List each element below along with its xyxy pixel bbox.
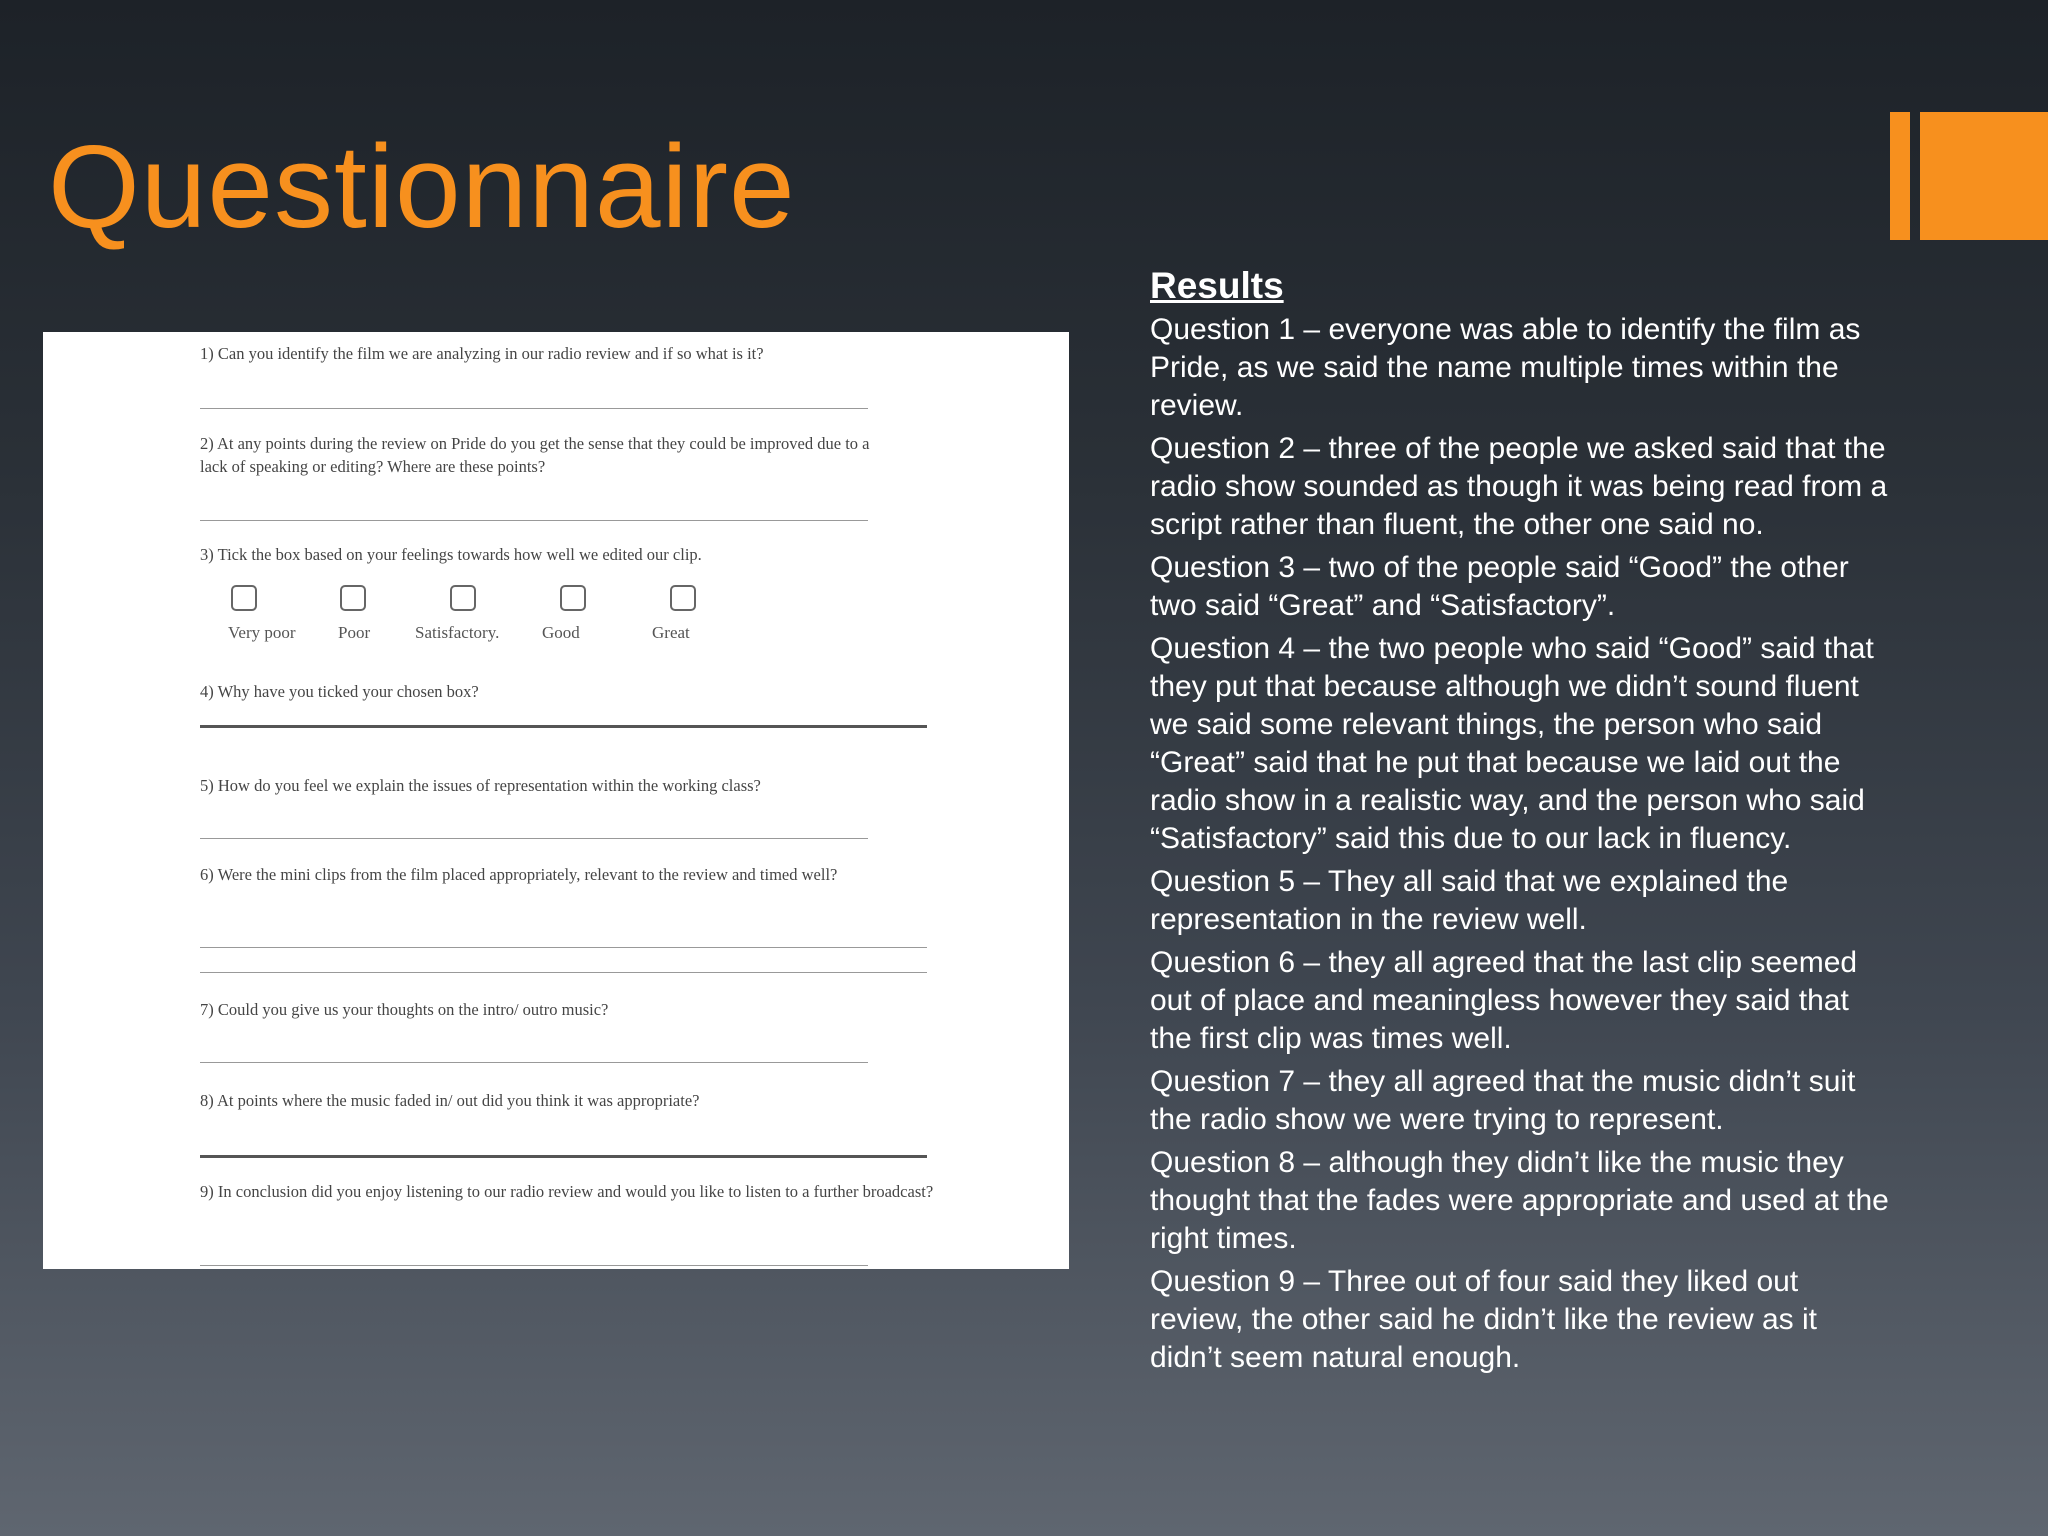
answer-line xyxy=(200,947,927,948)
result-question-3: Question 3 – two of the people said “Good” the other two said “Great” and “Satisfactory”. xyxy=(1150,550,1849,622)
answer-line xyxy=(200,408,868,409)
question-6: 6) Were the mini clips from the film placed appropriately, relevant to the review and timed well? xyxy=(200,865,838,884)
question-7: 7) Could you give us your thoughts on the intro/ outro music? xyxy=(200,1000,609,1019)
question-3: 3) Tick the box based on your feelings towards how well we edited our clip. xyxy=(200,545,702,564)
checkbox-good xyxy=(560,585,586,611)
accent-bar-thick xyxy=(1920,112,2048,240)
answer-line xyxy=(200,520,868,521)
question-9: 9) In conclusion did you enjoy listening to our radio review and would you like to listen to a further broadcast? xyxy=(200,1182,934,1201)
result-question-4: Question 4 – the two people who said “Good” said that they put that because although we didn’t sound fluent we said some relevant things, the person who said “Great” said that he put that because we laid out the radio show in a realistic way, and the person who said “Satisfactory” said this due to our lack in fluency. xyxy=(1150,631,1874,855)
slide-title: Questionnaire xyxy=(48,121,796,253)
answer-line xyxy=(200,1062,868,1063)
result-question-2: Question 2 – three of the people we asked said that the radio show sounded as though it was being read from a script rather than fluent, the other one said no. xyxy=(1150,431,1888,541)
accent-bar-thin xyxy=(1890,112,1910,240)
checkbox-poor xyxy=(340,585,366,611)
checkbox-great xyxy=(670,585,696,611)
option-label-poor: Poor xyxy=(338,623,371,642)
question-5: 5) How do you feel we explain the issues of representation within the working class? xyxy=(200,776,761,795)
result-question-7: Question 7 – they all agreed that the music didn’t suit the radio show we were trying to represent. xyxy=(1150,1064,1856,1136)
results-heading: Results xyxy=(1150,265,1284,306)
answer-line xyxy=(200,1155,927,1158)
option-label-satisfactory: Satisfactory. xyxy=(415,623,500,642)
answer-line xyxy=(200,838,868,839)
option-label-very-poor: Very poor xyxy=(228,623,296,642)
question-2: 2) At any points during the review on Pride do you get the sense that they could be improved due to a lack of speaking or editing? Where are these points? xyxy=(200,434,870,476)
checkbox-satisfactory xyxy=(450,585,476,611)
result-question-9: Question 9 – Three out of four said they liked out review, the other said he didn’t like the review as it didn’t seem natural enough. xyxy=(1150,1264,1818,1374)
results-panel xyxy=(1150,266,1890,1382)
answer-line xyxy=(200,972,927,973)
option-label-great: Great xyxy=(652,623,690,642)
question-8: 8) At points where the music faded in/ out did you think it was appropriate? xyxy=(200,1091,700,1110)
result-question-1: Question 1 – everyone was able to identify the film as Pride, as we said the name multiple times within the review. xyxy=(1150,312,1861,422)
answer-line xyxy=(200,1265,868,1266)
option-label-good: Good xyxy=(542,623,580,642)
answer-line xyxy=(200,725,927,728)
question-4: 4) Why have you ticked your chosen box? xyxy=(200,682,479,701)
result-question-6: Question 6 – they all agreed that the last clip seemed out of place and meaningless however they said that the first clip was times well. xyxy=(1150,945,1858,1055)
result-question-8: Question 8 – although they didn’t like the music they thought that the fades were appropriate and used at the right times. xyxy=(1150,1145,1889,1255)
result-question-5: Question 5 – They all said that we explained the representation in the review well. xyxy=(1150,864,1789,936)
checkbox-very-poor xyxy=(231,585,257,611)
questionnaire-image xyxy=(43,332,1069,1269)
question-1: 1) Can you identify the film we are analyzing in our radio review and if so what is it? xyxy=(200,344,764,363)
